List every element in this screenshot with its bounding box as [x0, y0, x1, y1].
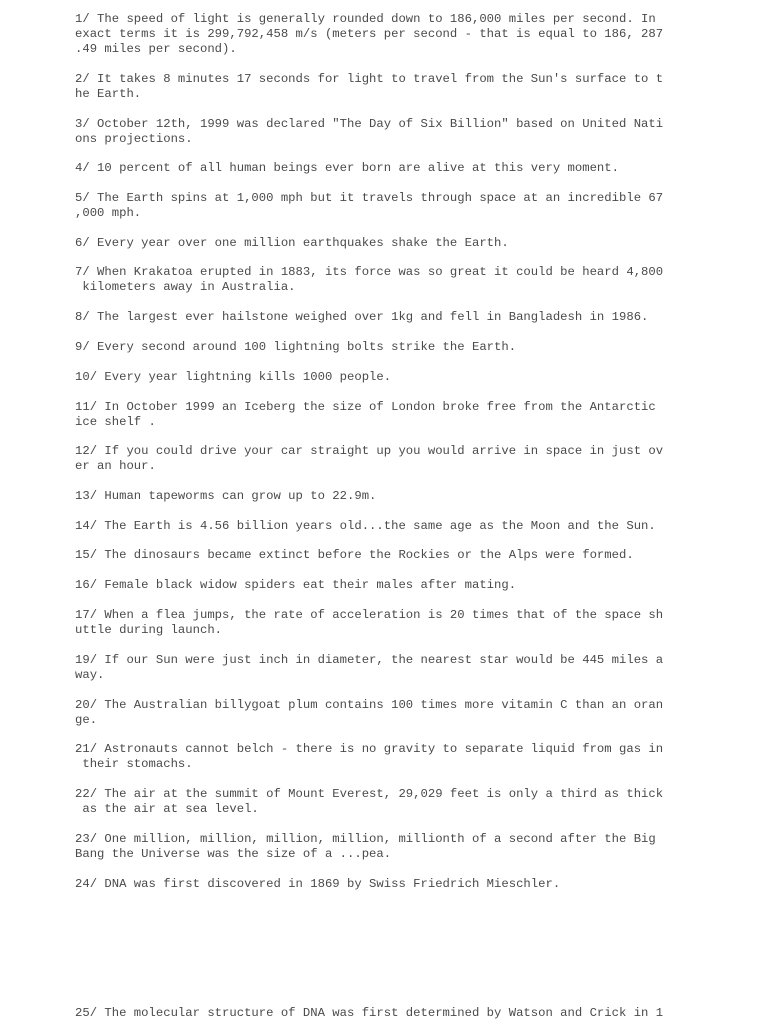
fact-9: 9/ Every second around 100 lightning bolts strike the Earth.: [75, 340, 517, 354]
fact-10: 10/ Every year lightning kills 1000 people.: [75, 370, 392, 384]
fact-12: 12/ If you could drive your car straight up you would arrive in space in just ov er an hour.: [75, 444, 664, 473]
fact-3: 3/ October 12th, 1999 was declared "The Day of Six Billion" based on United Nati ons projections.: [75, 117, 664, 146]
fact-20: 20/ The Australian billygoat plum contains 100 times more vitamin C than an oran ge.: [75, 698, 664, 727]
fact-1: 1/ The speed of light is generally rounded down to 186,000 miles per second. In exact terms it is 299,792,458 m/s (meters per second - that is equal to 186, 287 .49 miles per second).: [75, 12, 664, 56]
fact-15: 15/ The dinosaurs became extinct before the Rockies or the Alps were formed.: [75, 548, 634, 562]
fact-4: 4/ 10 percent of all human beings ever born are alive at this very moment.: [75, 161, 619, 175]
fact-16: 16/ Female black widow spiders eat their males after mating.: [75, 578, 517, 592]
fact-13: 13/ Human tapeworms can grow up to 22.9m.: [75, 489, 377, 503]
fact-6: 6/ Every year over one million earthquakes shake the Earth.: [75, 236, 509, 250]
fact-17: 17/ When a flea jumps, the rate of acceleration is 20 times that of the space sh uttle during launch.: [75, 608, 664, 637]
fact-23: 23/ One million, million, million, million, millionth of a second after the Big Bang the Universe was the size of a ...pea.: [75, 832, 656, 861]
fact-7: 7/ When Krakatoa erupted in 1883, its force was so great it could be heard 4,800 kilometers away in Australia.: [75, 265, 664, 294]
fact-25: 25/ The molecular structure of DNA was first determined by Watson and Crick in 1: [75, 1006, 664, 1020]
fact-14: 14/ The Earth is 4.56 billion years old...the same age as the Moon and the Sun.: [75, 519, 656, 533]
fact-21: 21/ Astronauts cannot belch - there is no gravity to separate liquid from gas in their stomachs.: [75, 742, 664, 771]
fact-19: 19/ If our Sun were just inch in diameter, the nearest star would be 445 miles a way.: [75, 653, 664, 682]
fact-22: 22/ The air at the summit of Mount Everest, 29,029 feet is only a third as thick as the air at sea level.: [75, 787, 664, 816]
fact-2: 2/ It takes 8 minutes 17 seconds for light to travel from the Sun's surface to t he Earth.: [75, 72, 664, 101]
fact-5: 5/ The Earth spins at 1,000 mph but it travels through space at an incredible 67 ,000 mph.: [75, 191, 664, 220]
fact-24: 24/ DNA was first discovered in 1869 by Swiss Friedrich Mieschler.: [75, 877, 561, 891]
fact-11: 11/ In October 1999 an Iceberg the size of London broke free from the Antarctic ice shelf .: [75, 400, 656, 429]
fact-8: 8/ The largest ever hailstone weighed over 1kg and fell in Bangladesh in 1986.: [75, 310, 649, 324]
